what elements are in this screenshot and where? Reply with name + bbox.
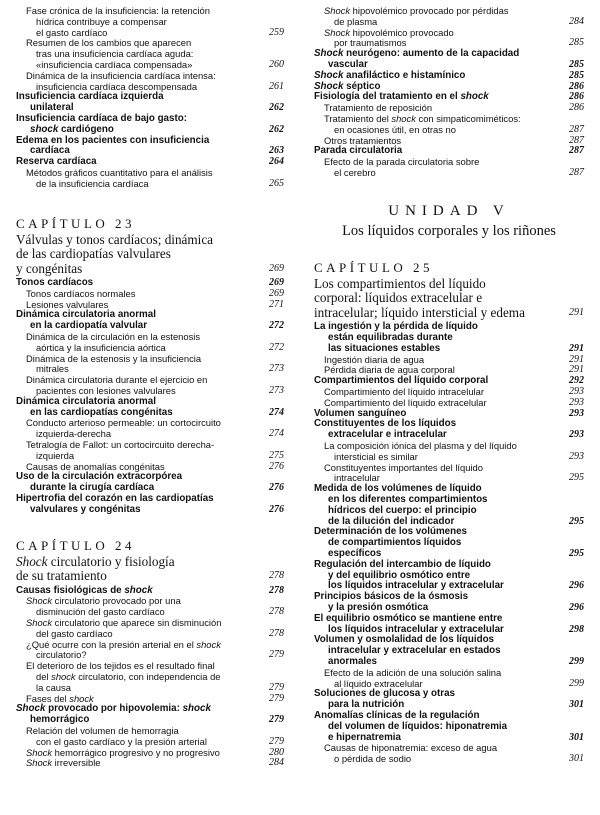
toc-entry-line: Shock hemorrágico progresivo y no progresivo <box>26 746 220 758</box>
page-number: 299 <box>569 655 584 667</box>
chapter-title <box>16 555 284 584</box>
page-number: 287 <box>569 166 584 178</box>
page-number: 301 <box>569 753 584 765</box>
toc-entry-line: Shock séptico <box>314 80 381 92</box>
toc-entry-line: Lesiones valvulares <box>26 298 109 310</box>
chapter-title <box>314 277 584 321</box>
toc-section <box>314 527 584 559</box>
toc-section <box>314 71 584 82</box>
toc-entry-line: Dinámica circulatoria anormal <box>16 395 156 407</box>
toc-entry-line: Pérdida diaria de agua corporal <box>324 364 455 376</box>
toc-entry-line: Tonos cardíacos <box>16 277 94 289</box>
page-number: 295 <box>569 472 584 484</box>
toc-entry-line: al líquido extracelular <box>334 677 423 689</box>
toc-entry-line: extracelular e intracelular <box>328 429 447 441</box>
chapter-title-line: corporal: líquidos extracelular e <box>314 290 483 306</box>
toc-subsection <box>16 758 284 769</box>
chapter-label: CAPÍTULO 23 <box>16 215 136 231</box>
toc-entry-line: El deterioro de los tejidos es el resultado final <box>26 660 215 672</box>
toc-entry-line: en las cardiopatías congénitas <box>30 406 173 418</box>
page-number: 264 <box>269 156 284 168</box>
toc-subsection <box>16 640 284 662</box>
toc-entry-line: Volumen y osmolalidad de los líquidos <box>314 634 494 646</box>
page-number: 269 <box>269 287 284 299</box>
page-number: 265 <box>269 177 284 189</box>
page-number: 274 <box>269 406 284 418</box>
page-number: 279 <box>269 681 284 693</box>
toc-subsection <box>314 114 584 136</box>
toc-entry-line: específicos <box>328 547 382 559</box>
toc-entry-line: Shock anafiláctico e histamínico <box>314 69 466 81</box>
page-number: 295 <box>569 547 584 559</box>
toc-entry-line: Conducto arterioso permeable: un cortocircuito <box>26 417 221 429</box>
toc-entry-line: del gasto cardíaco <box>36 627 113 639</box>
page-number: 279 <box>269 692 284 704</box>
toc-subsection <box>16 726 284 748</box>
page-number: 272 <box>269 320 284 332</box>
toc-section <box>16 472 284 494</box>
page-number: 298 <box>569 623 584 635</box>
left-column <box>16 6 284 769</box>
toc-section <box>314 560 584 592</box>
toc-entry-line: Otros tratamientos <box>324 134 402 146</box>
page-number: 296 <box>569 580 584 592</box>
toc-entry-line: shock cardiógeno <box>30 123 114 135</box>
toc-entry-line: La composición iónica del plasma y del líquido <box>324 440 517 452</box>
toc-entry-line: Shock provocado por hipovolemia: shock <box>16 703 211 715</box>
toc-entry-line: Dinámica circulatoria durante el ejercicio en <box>26 374 208 386</box>
toc-entry-line: por traumatismos <box>334 37 407 49</box>
toc-subsection <box>16 375 284 397</box>
toc-entry-line: Principios básicos de la ósmosis <box>314 591 469 603</box>
toc-entry-line: Insuficiencia cardíaca de bajo gasto: <box>16 112 187 124</box>
chapter-24 <box>16 538 284 770</box>
toc-entry-line: Edema en los pacientes con insuficiencia <box>16 134 210 146</box>
toc-section <box>16 704 284 726</box>
page-number: 275 <box>269 449 284 461</box>
page-number: 293 <box>569 396 584 408</box>
toc-entry-line: del shock circulatorio, con independencia de <box>36 670 221 682</box>
page-number: 269 <box>269 277 284 289</box>
toc-entry-line: Tratamiento de reposición <box>324 102 433 114</box>
page-number: 301 <box>569 731 584 743</box>
page-number: 291 <box>569 342 584 354</box>
toc-entry-line: Compartimiento del líquido intracelular <box>324 386 484 398</box>
page-number: 278 <box>269 570 284 582</box>
unit-label: UNIDAD V <box>388 202 510 219</box>
toc-section <box>314 419 584 441</box>
chapter-title-line: Los compartimientos del líquido <box>314 275 486 291</box>
page-number: 296 <box>569 601 584 613</box>
page-number: 286 <box>569 91 584 103</box>
toc-entry-line: Métodos gráficos cuantitativo para el análisis <box>26 166 213 178</box>
toc-entry-line: de plasma <box>334 15 378 27</box>
toc-entry-line: hídrica contribuye a compensar <box>36 15 167 27</box>
page-number: 291 <box>569 353 584 365</box>
page-number: 263 <box>269 145 284 157</box>
page-number: 274 <box>269 428 284 440</box>
toc-entry-line: Efecto de la parada circulatoria sobre <box>324 156 480 168</box>
page-number: 272 <box>269 341 284 353</box>
toc-entry-line: izquierda-derecha <box>36 428 112 440</box>
page-number: 287 <box>569 145 584 157</box>
toc-entry-line: Tratamiento del shock con simpaticomiméticos: <box>324 112 521 124</box>
right-top-entries <box>314 6 584 179</box>
page-number: 262 <box>269 102 284 114</box>
page-number: 291 <box>569 306 584 318</box>
chapter-title-line: de su tratamiento <box>16 568 107 584</box>
toc-subsection <box>16 71 284 93</box>
page-number: 293 <box>569 450 584 462</box>
toc-subsection <box>16 168 284 190</box>
page-number: 285 <box>569 58 584 70</box>
toc-entry-line: de la dilución del indicador <box>328 515 455 527</box>
toc-entry-line: intracelular y extracelular en estados <box>328 645 501 657</box>
chapter-label: CAPÍTULO 25 <box>314 259 434 275</box>
page-number: 299 <box>569 677 584 689</box>
toc-entry-line: Shock circulatorio provocado por una <box>26 595 181 607</box>
toc-subsection <box>16 354 284 376</box>
toc-entry-line: o pérdida de sodio <box>334 753 412 765</box>
toc-entry-line: están equilibradas durante <box>328 332 453 344</box>
toc-entry-line: tras una insuficiencia cardíaca aguda: <box>36 48 194 60</box>
toc-entry-line: Hipertrofia del corazón en las cardiopatías <box>16 492 214 504</box>
toc-entry-line: y la presión osmótica <box>328 601 429 613</box>
page-number: 292 <box>569 375 584 387</box>
page-number: 271 <box>269 298 284 310</box>
page-number: 293 <box>569 386 584 398</box>
page-number: 278 <box>269 584 284 596</box>
toc-section <box>16 494 284 516</box>
page-number: 301 <box>569 699 584 711</box>
toc-entry-line: las situaciones estables <box>328 342 441 354</box>
toc-subsection <box>314 28 584 50</box>
toc-entry-line: Dinámica de la circulación en la estenosis <box>26 331 201 343</box>
toc-entry-line: Dinámica de la insuficiencia cardíaca intensa: <box>26 69 216 81</box>
toc-entry-line: en la cardiopatía valvular <box>30 320 148 332</box>
toc-entry-line: «insuficiencia cardíaca compensada» <box>36 58 193 70</box>
toc-entry-line: de compartimientos líquidos <box>328 537 462 549</box>
page-number: 293 <box>569 407 584 419</box>
toc-entry-line: durante la cirugía cardíaca <box>30 482 155 494</box>
toc-entry-line: la causa <box>36 681 71 693</box>
toc-subsection <box>16 38 284 70</box>
chapter-label: CAPÍTULO 24 <box>16 537 136 553</box>
toc-entry-line: Dinámica circulatoria anormal <box>16 309 156 321</box>
page-number: 279 <box>269 649 284 661</box>
toc-subsection <box>314 463 584 485</box>
toc-entry-line: Compartimientos del líquido corporal <box>314 375 489 387</box>
toc-entry-line: El equilibrio osmótico se mantiene entre <box>314 612 503 624</box>
page-number: 284 <box>569 15 584 27</box>
page-number: 262 <box>269 123 284 135</box>
toc-entry-line: e hipernatremia <box>328 731 401 743</box>
toc-entry-line: en ocasiones útil, en otras no <box>334 123 456 135</box>
toc-entry-line: Shock hipovolémico provocado <box>324 26 454 38</box>
toc-section <box>16 92 284 114</box>
toc-entry-line: Causas de anomalías congénitas <box>26 460 165 472</box>
left-top-entries <box>16 6 284 190</box>
toc-entry-line: Parada circulatoria <box>314 145 403 157</box>
page-number: 259 <box>269 26 284 38</box>
toc-subsection <box>16 596 284 618</box>
toc-subsection <box>314 743 584 765</box>
toc-subsection <box>314 6 584 28</box>
toc-subsection <box>16 418 284 440</box>
toc-section <box>314 635 584 667</box>
page-number: 276 <box>269 503 284 515</box>
toc-entry-line: Constituyentes importantes del líquido <box>324 461 483 473</box>
page-number: 293 <box>569 429 584 441</box>
page-number: 260 <box>269 58 284 70</box>
toc-section <box>314 322 584 354</box>
right-column <box>314 6 584 765</box>
toc-section <box>314 711 584 743</box>
toc-entry-line: Medida de los volúmenes de líquido <box>314 483 482 495</box>
toc-section <box>16 310 284 332</box>
chapter-23 <box>16 216 284 516</box>
toc-subsection <box>16 332 284 354</box>
toc-entry-line: circulatorio? <box>36 649 87 661</box>
toc-section <box>314 614 584 636</box>
toc-entry-line: hídricos del cuerpo: el principio <box>328 504 477 516</box>
toc-entry-line: intersticial es similar <box>334 450 418 462</box>
toc-entry-line: valvulares y congénitas <box>30 503 141 515</box>
toc-entry-line: los líquidos intracelular y extracelular <box>328 623 504 635</box>
toc-subsection <box>314 157 584 179</box>
page-number: 273 <box>269 363 284 375</box>
toc-entry-line: el cerebro <box>334 166 376 178</box>
toc-entry-line: anormales <box>328 655 378 667</box>
toc-entry-line: Compartimiento del líquido extracelular <box>324 396 487 408</box>
page-number: 285 <box>569 37 584 49</box>
toc-subsection <box>16 618 284 640</box>
toc-entry-line: Shock hipovolémico provocado por pérdidas <box>324 5 509 16</box>
page-number: 284 <box>269 757 284 769</box>
page-number: 286 <box>569 102 584 114</box>
toc-entry-line: para la nutrición <box>328 699 405 711</box>
toc-section <box>314 592 584 614</box>
page-number: 273 <box>269 385 284 397</box>
toc-entry-line: en los diferentes compartimientos <box>328 494 488 505</box>
toc-entry-line: Causas fisiológicas de shock <box>16 584 153 596</box>
page-number: 287 <box>569 123 584 135</box>
toc-entry-line: Fases del shock <box>26 692 94 704</box>
toc-subsection <box>314 398 584 409</box>
page-number: 279 <box>269 714 284 726</box>
page-number: 261 <box>269 80 284 92</box>
toc-section <box>16 397 284 419</box>
toc-entry-line: Determinación de los volúmenes <box>314 526 467 538</box>
chapter-25 <box>314 260 584 765</box>
toc-section <box>314 484 584 527</box>
toc-entry-line: vascular <box>328 58 368 70</box>
toc-entry-line: Uso de la circulación extracorpórea <box>16 471 183 483</box>
toc-entry-line: Insuficiencia cardíaca izquierda <box>16 91 164 103</box>
chapter-title-line: y congénitas <box>16 260 83 276</box>
page-number: 276 <box>269 482 284 494</box>
toc-subsection <box>16 440 284 462</box>
toc-subsection <box>16 6 284 38</box>
toc-entry-line: mitrales <box>36 363 69 375</box>
page-number: 280 <box>269 746 284 758</box>
toc-entry-line: Tetralogía de Fallot: un cortocircuito derecha- <box>26 439 215 450</box>
toc-section <box>16 136 284 158</box>
page-number: 295 <box>569 515 584 527</box>
page-number: 291 <box>569 364 584 376</box>
toc-section <box>314 49 584 71</box>
toc-entry-line: Dinámica de la estenosis y la insuficiencia <box>26 352 202 364</box>
toc-subsection <box>16 661 284 693</box>
toc-entry-line: Fase crónica de la insuficiencia: la retención <box>26 5 210 16</box>
toc-entry-line: Volumen sanguíneo <box>314 407 407 419</box>
toc-entry-line: disminución del gasto cardíaco <box>36 606 165 618</box>
toc-section <box>314 689 584 711</box>
page-number: 269 <box>269 262 284 274</box>
toc-entry-line: cardíaca <box>30 145 70 157</box>
toc-entry-line: aórtica y la insuficiencia aórtica <box>36 341 166 353</box>
toc-entry-line: el gasto cardíaco <box>36 26 108 38</box>
chapter-title-line: de las cardiopatías valvulares <box>16 246 171 262</box>
toc-entry-line: intracelular <box>334 472 380 484</box>
page-number: 286 <box>569 80 584 92</box>
chapter-title-line: intracelular; líquido intersticial y edema <box>314 304 525 320</box>
toc-entry-line: Anomalías clínicas de la regulación <box>314 709 480 721</box>
toc-entry-line: y del equilibrio osmótico entre <box>328 569 471 581</box>
toc-entry-line: Regulación del intercambio de líquido <box>314 558 491 570</box>
toc-entry-line: Fisiología del tratamiento en el shock <box>314 91 489 103</box>
toc-entry-line: Ingestión diaria de agua <box>324 353 425 365</box>
toc-entry-line: Shock irreversible <box>26 757 101 769</box>
toc-section <box>16 114 284 136</box>
unit-title: Los líquidos corporales y los riñones <box>342 222 556 239</box>
toc-entry-line: Shock neurógeno: aumento de la capacidad <box>314 48 520 60</box>
toc-entry-line: ¿Qué ocurre con la presión arterial en el shock <box>26 638 221 650</box>
toc-entry-line: hemorrágico <box>30 714 90 726</box>
page-number: 276 <box>269 460 284 472</box>
toc-entry-line: Relación del volumen de hemorragia <box>26 724 179 736</box>
toc-entry-line: izquierda <box>36 449 75 461</box>
toc-entry-line: La ingestión y la pérdida de líquido <box>314 321 478 333</box>
toc-entry-line: Resumen de los cambios que aparecen <box>26 37 192 49</box>
chapter-title-line: Shock circulatorio y fisiología <box>16 553 175 569</box>
page-number: 278 <box>269 627 284 639</box>
toc-entry-line: Tonos cardíacos normales <box>26 287 136 299</box>
toc-entry-line: Causas de hiponatremia: exceso de agua <box>324 742 498 754</box>
page-number: 278 <box>269 606 284 618</box>
toc-entry-line: Reserva cardíaca <box>16 156 97 168</box>
toc-subsection <box>314 668 584 690</box>
page-number: 279 <box>269 735 284 747</box>
toc-entry-line: Efecto de la adición de una solución salina <box>324 666 502 678</box>
toc-entry-line: los líquidos intracelular y extracelular <box>328 580 504 592</box>
toc-subsection <box>314 441 584 463</box>
toc-entry-line: con el gasto cardíaco y la presión arterial <box>36 735 207 747</box>
page-number: 287 <box>569 134 584 146</box>
toc-entry-line: Constituyentes de los líquidos <box>314 418 457 430</box>
toc-entry-line: unilateral <box>30 102 74 114</box>
toc-entry-line: Soluciones de glucosa y otras <box>314 688 456 700</box>
toc-entry-line: del volumen de líquidos: hiponatremia <box>328 720 508 732</box>
toc-entry-line: pacientes con lesiones valvulares <box>36 385 176 397</box>
chapter-title-line: Válvulas y tonos cardíacos; dinámica <box>16 231 214 247</box>
page-number: 285 <box>569 69 584 81</box>
chapter-title <box>16 233 284 277</box>
toc-entry-line: Shock circulatorio que aparece sin disminución <box>26 616 222 628</box>
toc-entry-line: de la insuficiencia cardíaca <box>36 177 149 189</box>
toc-entry-line: insuficiencia cardíaca descompensada <box>36 80 198 92</box>
